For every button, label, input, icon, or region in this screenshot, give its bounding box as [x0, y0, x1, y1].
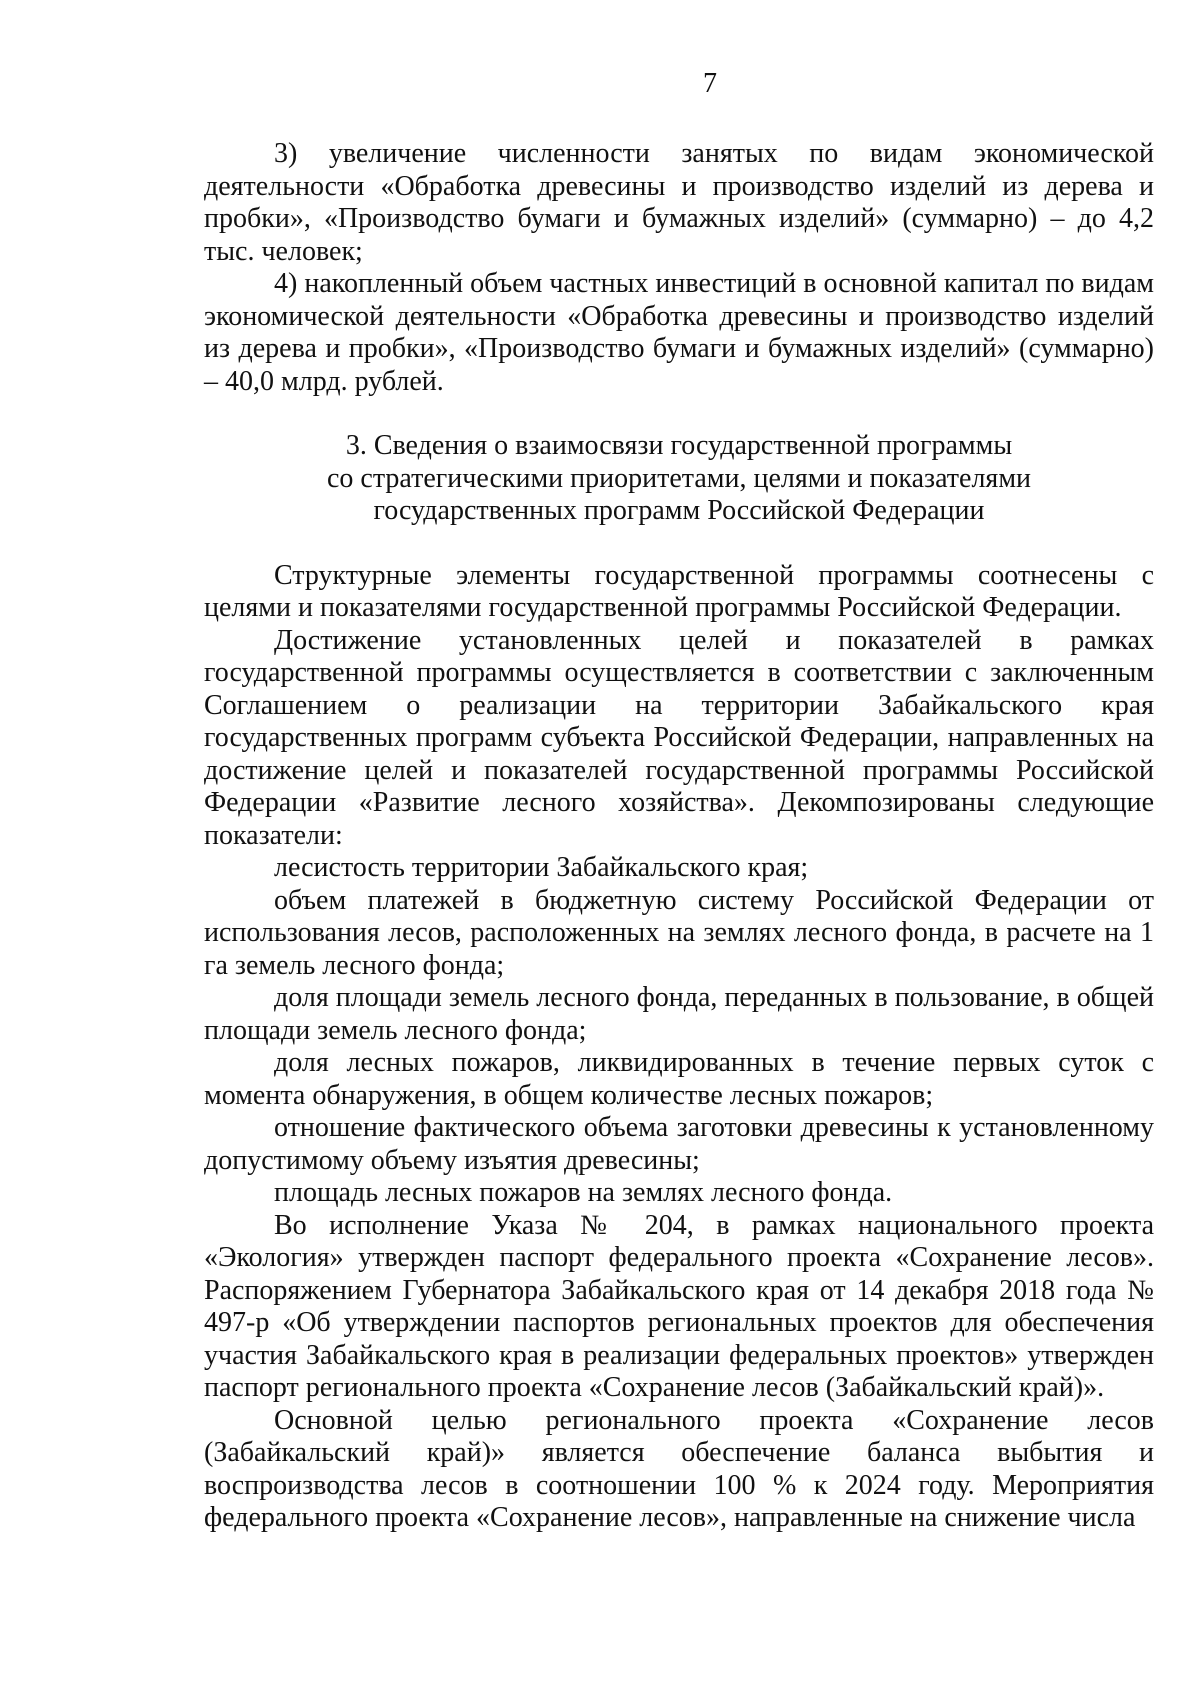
indicator-fires-share: доля лесных пожаров, ликвидированных в течение первых суток с момента обнаружения, в общем количестве лесных пожаров;	[204, 1047, 1154, 1111]
paragraph-regional-project-goal: Основной целью регионального проекта «Сохранение лесов (Забайкальский край)» является обеспечение баланса выбытия и воспроизводства лесов в соотношении 100 % к 2024 году. Мероприятия федерального проекта «Сохранение лесов», направленные на снижение числа	[204, 1404, 1154, 1533]
section-heading-line-3: государственных программ Российской Федерации	[373, 495, 985, 526]
paragraph-achievement: Достижение установленных целей и показателей в рамках государственной программы осуществляется в соответствии с заключенным Соглашением о реализации на территории Забайкальского края государственных программ субъекта Российской Федерации, направленных на достижение целей и показателей государственной программы Российской Федерации «Развитие лесного хозяйства». Декомпозированы следующие показатели:	[204, 624, 1154, 851]
paragraph-structural-elements: Структурные элементы государственной программы соотнесены с целями и показателями государственной программы Российской Федерации.	[204, 559, 1154, 623]
list-item-4: 4) накопленный объем частных инвестиций в основной капитал по видам экономической деятельности «Обработка древесины и производство изделий из дерева и пробки», «Производство бумаги и бумажных изделий» (суммарно) – 40,0 млрд. рублей.	[204, 268, 1154, 397]
indicator-payments: объем платежей в бюджетную систему Российской Федерации от использования лесов, расположенных на землях лесного фонда, в расчете на 1 га земель лесного фонда;	[204, 884, 1154, 981]
list-item-3: 3) увеличение численности занятых по видам экономической деятельности «Обработка древесины и производство изделий из дерева и пробки», «Производство бумаги и бумажных изделий» (суммарно) – до 4,2 тыс. человек;	[204, 138, 1154, 267]
section-heading-line-1: 3. Сведения о взаимосвязи государственной программы	[345, 430, 1013, 461]
document-body	[204, 138, 1154, 1535]
indicator-fire-area: площадь лесных пожаров на землях лесного фонда.	[274, 1177, 893, 1208]
section-gap	[204, 528, 1154, 560]
indicator-land-share: доля площади земель лесного фонда, переданных в пользование, в общей площади земель лесного фонда;	[204, 982, 1154, 1046]
section-heading-line-2: со стратегическими приоритетами, целями и показателями	[326, 462, 1032, 494]
section-heading	[204, 430, 1154, 528]
indicator-harvest-ratio: отношение фактического объема заготовки древесины к установленному допустимому объему изъятия древесины;	[204, 1112, 1154, 1176]
paragraph-decree-204: Во исполнение Указа № 204, в рамках национального проекта «Экология» утвержден паспорт федерального проекта «Сохранение лесов». Распоряжением Губернатора Забайкальского края от 14 декабря 2018 года № 497-р «Об утверждении паспортов региональных проектов для обеспечения участия Забайкальского края в реализации федеральных проектов» утвержден паспорт регионального проекта «Сохранение лесов (Забайкальский край)».	[204, 1209, 1154, 1403]
page-number: 7	[703, 68, 717, 99]
indicator-forest-cover: лесистость территории Забайкальского края;	[274, 852, 809, 883]
